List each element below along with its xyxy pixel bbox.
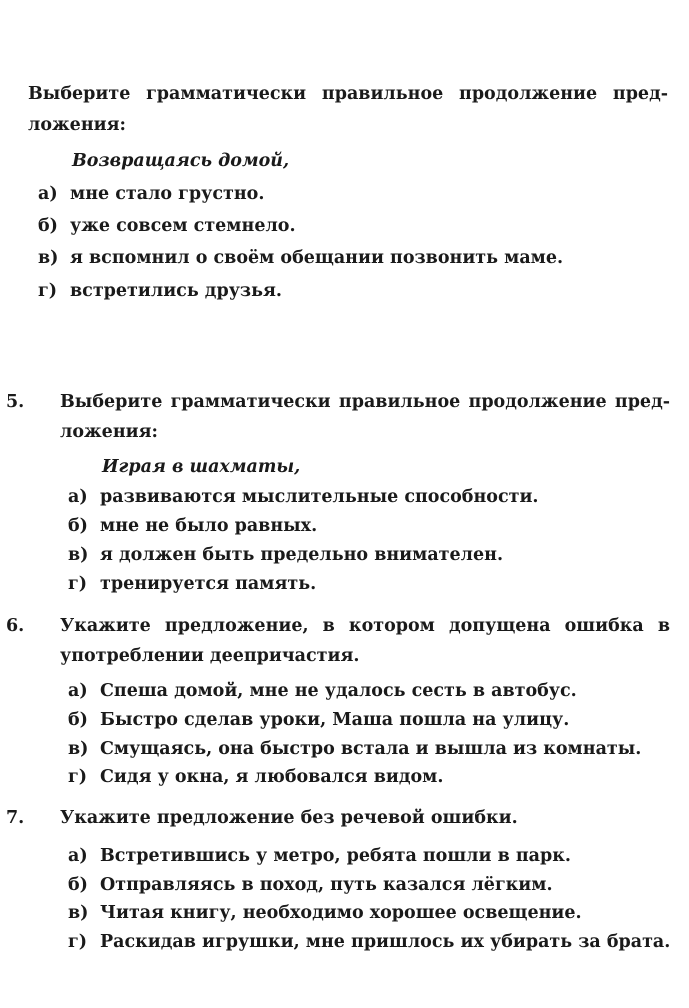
option-letter: б) — [68, 710, 88, 730]
option-letter: в) — [38, 248, 59, 268]
option-text: мне не было равных. — [100, 516, 318, 536]
option-text: Быстро сделав уроки, Маша пошла на улицу. — [100, 710, 570, 730]
option-letter: а) — [68, 681, 88, 701]
option-letter: а) — [38, 184, 58, 204]
option-letter: б) — [38, 216, 58, 236]
task-1-question-line-2: ложения: — [28, 115, 126, 135]
option-text: Спеша домой, мне не удалось сесть в автобус. — [100, 681, 577, 701]
task-7-option-b — [68, 875, 553, 895]
option-letter: в) — [68, 739, 89, 759]
task-7-option-c — [68, 903, 582, 923]
task-6-question-line-2: употреблении деепричастия. — [60, 646, 360, 666]
option-letter: в) — [68, 545, 89, 565]
option-text: развиваются мыслительные способности. — [100, 487, 539, 507]
task-1-option-b — [38, 216, 296, 236]
task-5-option-d — [68, 574, 316, 594]
option-text: Встретившись у метро, ребята пошли в парк. — [100, 846, 571, 866]
task-5-question-line-1: Выберите грамматически правильное продолжение пред- — [60, 392, 670, 412]
option-text: я вспомнил о своём обещании позвонить маме. — [70, 248, 564, 268]
option-text: я должен быть предельно внимателен. — [100, 545, 504, 565]
option-text: Отправляясь в поход, путь казался лёгким. — [100, 875, 553, 895]
task-5-option-c — [68, 545, 503, 565]
task-6-question-line-1: Укажите предложение, в котором допущена ошибка в — [60, 616, 670, 636]
task-1-stem: Возвращаясь домой, — [72, 151, 290, 171]
task-5-stem: Играя в шахматы, — [102, 457, 301, 477]
task-1-option-d — [38, 281, 282, 301]
option-text: мне стало грустно. — [70, 184, 265, 204]
task-7-number: 7. — [6, 808, 25, 828]
option-text: Читая книгу, необходимо хорошее освещение. — [100, 903, 582, 923]
task-5-question-line-2: ложения: — [60, 422, 158, 442]
option-text: встретились друзья. — [70, 281, 282, 301]
task-5-option-a — [68, 487, 539, 507]
task-6-number: 6. — [6, 616, 25, 636]
task-6-option-c — [68, 739, 641, 759]
task-6-option-b — [68, 710, 569, 730]
option-letter: б) — [68, 516, 88, 536]
option-text: тренируется память. — [100, 574, 317, 594]
option-letter: г) — [68, 767, 88, 787]
option-text: Раскидав игрушки, мне пришлось их убирать за брата. — [100, 932, 671, 952]
task-1-question-line-1: Выберите грамматически правильное продолжение пред- — [28, 84, 668, 104]
option-text: уже совсем стемнело. — [70, 216, 296, 236]
option-letter: г) — [68, 932, 88, 952]
task-5-number: 5. — [6, 392, 25, 412]
task-6-option-a — [68, 681, 577, 701]
option-letter: г) — [38, 281, 58, 301]
option-letter: а) — [68, 846, 88, 866]
task-7-option-a — [68, 846, 571, 866]
option-letter: в) — [68, 903, 89, 923]
option-text: Сидя у окна, я любовался видом. — [100, 767, 444, 787]
task-6-option-d — [68, 767, 443, 787]
option-letter: г) — [68, 574, 88, 594]
option-letter: б) — [68, 875, 88, 895]
task-1-option-c — [38, 248, 563, 268]
option-text: Смущаясь, она быстро встала и вышла из комнаты. — [100, 739, 642, 759]
task-1-option-a — [38, 184, 264, 204]
task-7-question-line-1: Укажите предложение без речевой ошибки. — [60, 808, 518, 828]
option-letter: а) — [68, 487, 88, 507]
task-7-option-d — [68, 932, 670, 952]
task-5-option-b — [68, 516, 317, 536]
